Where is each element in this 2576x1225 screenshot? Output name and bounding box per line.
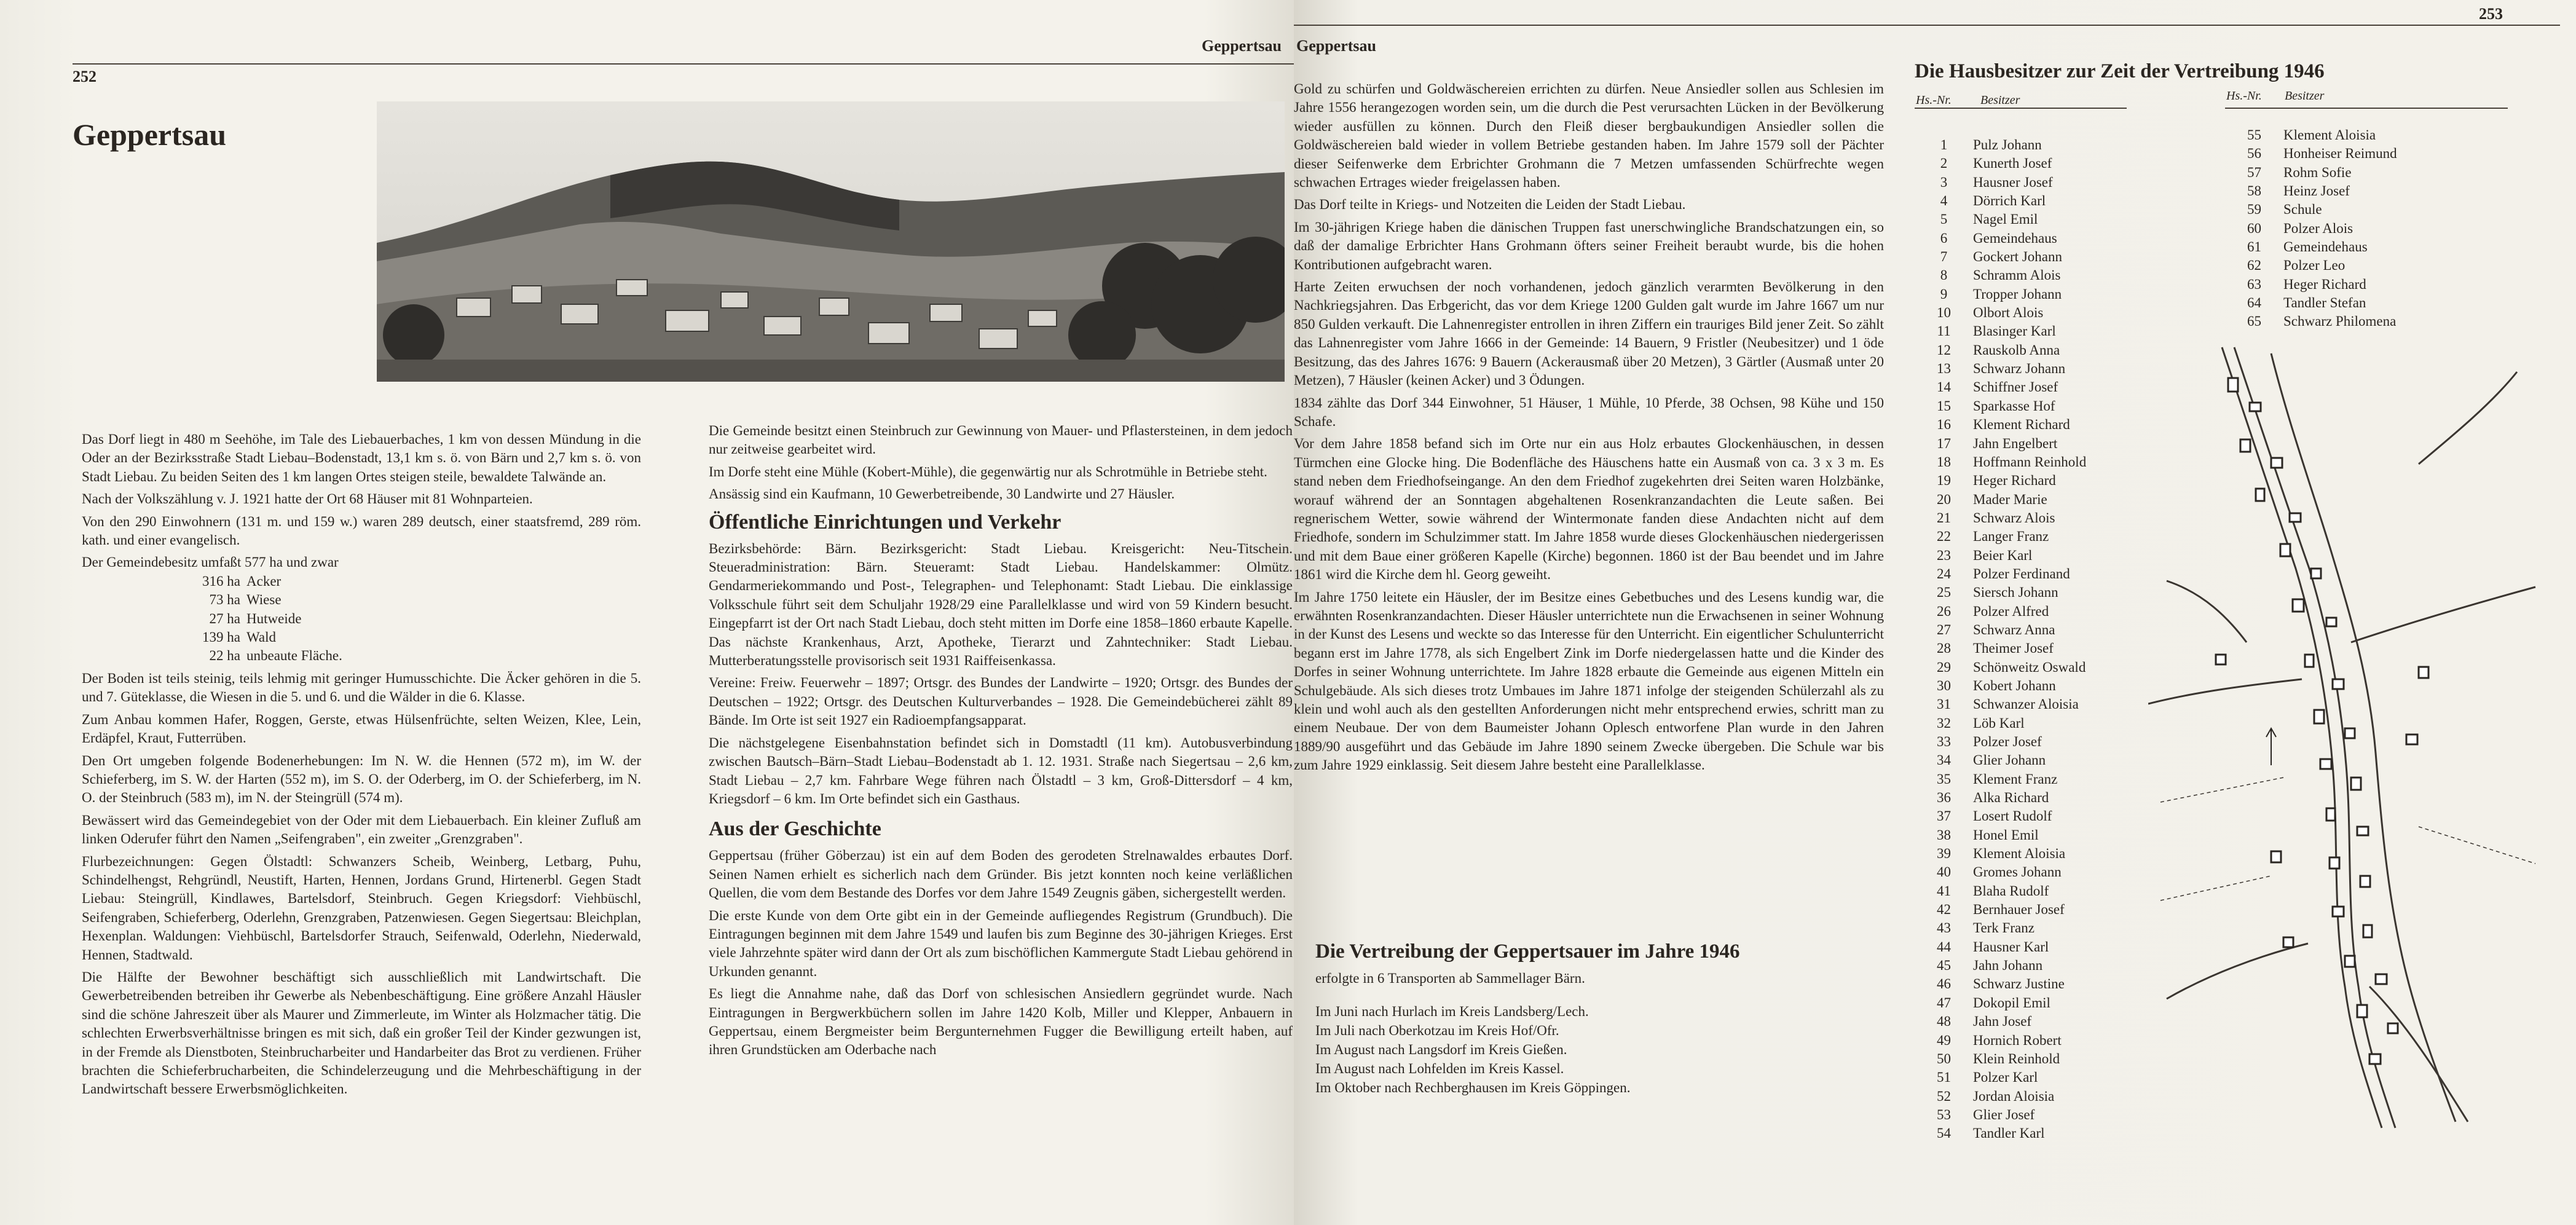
house-number: 5 bbox=[1940, 211, 1948, 227]
house-number: 64 bbox=[2247, 295, 2261, 311]
owner-row bbox=[2225, 239, 2397, 258]
right-column-1 bbox=[1294, 80, 1884, 779]
house-number: 6 bbox=[1940, 230, 1948, 246]
owner-row bbox=[1915, 771, 2086, 790]
transport-list bbox=[1315, 1002, 1881, 1097]
owner-row bbox=[1915, 566, 2086, 585]
paragraph: Der Boden ist teils steinig, teils lehmig mit geringer Humusschichte. Die Äcker gehören in die 5. und 7. Güteklasse, die Wiesen in die 5. und 6. und die Wälder in die 6. Klasse. bbox=[82, 670, 641, 705]
owner-name: Schwarz Anna bbox=[1973, 621, 2055, 637]
owner-row bbox=[1915, 864, 2086, 883]
owner-name: Theimer Josef bbox=[1973, 640, 2054, 656]
owner-row bbox=[1915, 492, 2086, 510]
house-number: 8 bbox=[1940, 267, 1948, 283]
owner-row bbox=[1915, 604, 2086, 622]
house-number: 28 bbox=[1937, 640, 1951, 656]
owner-row bbox=[1915, 902, 2086, 920]
owner-row bbox=[1915, 1033, 2086, 1051]
owner-name: Jordan Aloisia bbox=[1973, 1088, 2055, 1104]
house-number: 55 bbox=[2247, 127, 2261, 143]
owner-row bbox=[1915, 1089, 2086, 1107]
owner-name: Glier Johann bbox=[1973, 752, 2046, 768]
owner-row bbox=[1915, 342, 2086, 361]
owner-name: Blasinger Karl bbox=[1973, 323, 2056, 339]
paragraph: Im 30-jährigen Kriege haben die dänischen Truppen fast unerschwingliche Brandschatzungen ein, so daß der damalige Erbrichter Hans Grohmann öfters seiner Freiheit beraubt wurde, bis die hohen Kontributionen aufgebracht waren. bbox=[1294, 219, 1884, 272]
owner-row bbox=[1915, 379, 2086, 398]
owner-name: Tandler Karl bbox=[1973, 1125, 2045, 1141]
owner-name: Rauskolb Anna bbox=[1973, 342, 2060, 358]
expulsion-intro: erfolgte in 6 Transporten ab Sammellager Bärn. bbox=[1315, 971, 1585, 986]
page-number-right: 253 bbox=[2479, 5, 2503, 23]
owners-rule-2 bbox=[2225, 108, 2508, 109]
owners-header-owner-2: Besitzer bbox=[2285, 89, 2325, 103]
house-number: 30 bbox=[1937, 677, 1951, 693]
paragraph: 1834 zählte das Dorf 344 Einwohner, 51 Häuser, 1 Mühle, 10 Pferde, 38 Ochsen, 98 Kühe und 150 Schafe. bbox=[1294, 395, 1884, 429]
house-number: 54 bbox=[1937, 1125, 1951, 1141]
house-number: 12 bbox=[1937, 342, 1951, 358]
owner-name: Schule bbox=[2283, 202, 2322, 218]
owner-row bbox=[1915, 286, 2086, 305]
owner-name: Jahn Engelbert bbox=[1973, 435, 2058, 451]
owner-name: Klein Reinhold bbox=[1973, 1050, 2060, 1066]
paragraph: Geppertsau (früher Göberzau) ist ein auf dem Boden des gerodeten Strelnawaldes erbautes Dorf. Seinen Namen erhielt es sicherlich nach dem Gründer. Bis jetzt konnten noch keine verläßlichen Quellen, die vom dem Bestande des Dorfes vor dem Jahre 1549 Zeugnis gäben, sichergestellt werden. bbox=[709, 848, 1293, 901]
house-number: 24 bbox=[1937, 565, 1951, 581]
owner-row bbox=[2225, 165, 2397, 183]
owner-name: Heger Richard bbox=[2283, 276, 2366, 292]
house-number: 22 bbox=[1937, 529, 1951, 545]
house-number: 53 bbox=[1937, 1106, 1951, 1122]
village-map bbox=[2148, 335, 2542, 1140]
owner-name: Beier Karl bbox=[1973, 547, 2033, 563]
house-number: 60 bbox=[2247, 220, 2261, 236]
house-number: 48 bbox=[1937, 1014, 1951, 1030]
house-number: 33 bbox=[1937, 734, 1951, 749]
owner-name: Gromes Johann bbox=[1973, 864, 2062, 880]
owner-name: Olbort Alois bbox=[1973, 305, 2044, 321]
house-number: 52 bbox=[1937, 1088, 1951, 1104]
house-number: 26 bbox=[1937, 603, 1951, 619]
house-number: 21 bbox=[1937, 510, 1951, 526]
owner-name: Schönweitz Oswald bbox=[1973, 659, 2086, 675]
list-item: Im Oktober nach Rechberghausen im Kreis Göppingen. bbox=[1315, 1080, 1631, 1095]
owner-name: Losert Rudolf bbox=[1973, 808, 2052, 824]
owner-row bbox=[1915, 361, 2086, 379]
owner-row bbox=[1915, 958, 2086, 976]
owner-row bbox=[1915, 660, 2086, 678]
running-head-right: Geppertsau bbox=[1296, 37, 1376, 55]
left-column-2 bbox=[709, 422, 1293, 1063]
owner-name: Polzer Alois bbox=[2283, 220, 2353, 236]
owner-row bbox=[2225, 221, 2397, 239]
owner-name: Polzer Ferdinand bbox=[1973, 565, 2070, 581]
owner-row bbox=[1915, 752, 2086, 771]
house-number: 56 bbox=[2247, 146, 2261, 162]
owners-title: Die Hausbesitzer zur Zeit der Vertreibung 1946 bbox=[1915, 60, 2325, 82]
owner-row bbox=[2225, 127, 2397, 146]
house-number: 9 bbox=[1940, 286, 1948, 302]
house-number: 41 bbox=[1937, 883, 1951, 899]
owner-name: Schwarz Philomena bbox=[2283, 313, 2397, 329]
owners-table-body bbox=[2225, 127, 2397, 333]
paragraph: Den Ort umgeben folgende Bodenerhebungen: Im N. W. die Hennen (572 m), im W. der Schieferberg, im S. W. der Harten (552 m), im S. O. der Oderberg, im O. der Schieferberg, im N. O. der Steinbruch (583 m), im N. der Steingrüll (574 m). bbox=[82, 752, 641, 806]
owner-row bbox=[1915, 1069, 2086, 1088]
owner-name: Hausner Karl bbox=[1973, 939, 2049, 955]
land-use-row: 27 ha Hutweide bbox=[209, 610, 302, 626]
owner-name: Gockert Johann bbox=[1973, 249, 2062, 265]
owner-name: Schwarz Justine bbox=[1973, 976, 2065, 992]
page-number-left: 252 bbox=[73, 68, 97, 85]
heading-history: Aus der Geschichte bbox=[709, 817, 881, 841]
owner-name: Blaha Rudolf bbox=[1973, 883, 2049, 899]
house-number: 62 bbox=[2247, 258, 2261, 274]
owner-row bbox=[2225, 183, 2397, 202]
owner-row bbox=[1915, 1014, 2086, 1032]
land-use-row: 73 ha Wiese bbox=[209, 592, 282, 608]
owner-name: Klement Franz bbox=[1973, 771, 2058, 787]
paragraph: Die nächstgelegene Eisenbahnstation befindet sich in Domstadtl (11 km). Autobusverbindung zwischen Bautsch–Bärn–Stadt Liebau–Bodenstadt ab 1. 12. 1931. Straße nach Siegertsau – 2,6 km, Stadt Liebau – 2,7 km. Fahrbare Wege führen nach Ölstadtl – 3 km, Groß-Dittersdorf – 4 km, Kriegsdorf – 6 km. Im Orte befindet sich ein Gasthaus. bbox=[709, 735, 1293, 806]
page-title: Geppertsau bbox=[73, 117, 226, 152]
paragraph: Gold zu schürfen und Goldwäschereien errichten zu dürfen. Neue Ansiedler sollen aus Schlesien im Jahre 1556 herangezogen worden sein, um die durch die Pest verursachten Lücken in der Bevölkerung wieder ausfüllen zu können. Durch den Fleiß dieser bergbaukundigen Ansiedler sollen die Goldwäschereien bald wieder in vollem Betriebe gestanden haben. Im Jahre 1579 soll der Pächter dieser Seifenwerke dem Erbrichter Grohmann die 7 Metzen umfassenden Schürfrechte wegen schwachen Ertrages wieder freigelassen haben. bbox=[1294, 81, 1884, 191]
paragraph: Bewässert wird das Gemeindegebiet von der Oder mit dem Liebauerbach. Ein kleiner Zufluß am linken Oderufer führt den Namen „Seifengraben", ein zweiter „Grenzgraben". bbox=[82, 812, 641, 847]
house-number: 16 bbox=[1937, 417, 1951, 433]
house-number: 65 bbox=[2247, 313, 2261, 329]
paragraph: Bezirksbehörde: Bärn. Bezirksgericht: Stadt Liebau. Kreisgericht: Neu-Titschein. Steueradministration: Bärn. Steueramt: Stadt Liebau. Handelskammer: Olmütz. Gendarmeriekommando und Post-, Telegraphen- und Telephonamt: Stadt Liebau. Die einklassige Volksschule führt seit dem Schuljahr 1928/29 eine Parallelklasse und wird von 59 Kindern besucht. Eingepfarrt ist der Ort nach Stadt Liebau, doch steht mitten im Dorfe eine 1858–1860 erbaute Kapelle. Das nächste Krankenhaus, Arzt, Apotheke, Tierarzt und Zahntechniker: Stadt Liebau. Mutterberatungsstelle provisorisch seit 1931 Raiffeisenkassa. bbox=[709, 540, 1293, 669]
house-number: 63 bbox=[2247, 276, 2261, 292]
house-number: 10 bbox=[1937, 305, 1951, 321]
owner-row bbox=[1915, 715, 2086, 734]
owner-name: Jahn Johann bbox=[1973, 958, 2043, 974]
house-number: 51 bbox=[1937, 1069, 1951, 1085]
owner-row bbox=[1915, 473, 2086, 491]
house-number: 2 bbox=[1940, 156, 1948, 171]
owner-row bbox=[1915, 267, 2086, 286]
owner-row bbox=[1915, 548, 2086, 566]
owner-row bbox=[2225, 258, 2397, 276]
list-item: Im Juli nach Oberkotzau im Kreis Hof/Ofr. bbox=[1315, 1023, 1559, 1038]
owner-row bbox=[1915, 622, 2086, 640]
owner-name: Heinz Josef bbox=[2283, 183, 2350, 199]
owner-name: Klement Richard bbox=[1973, 417, 2070, 433]
owner-row bbox=[2225, 277, 2397, 295]
house-number: 14 bbox=[1937, 379, 1951, 395]
owner-row bbox=[1915, 211, 2086, 230]
house-number: 3 bbox=[1940, 174, 1948, 190]
house-number: 43 bbox=[1937, 920, 1951, 936]
owner-name: Schramm Alois bbox=[1973, 267, 2061, 283]
house-number: 18 bbox=[1937, 454, 1951, 470]
land-use-row: 139 ha Wald bbox=[202, 629, 276, 645]
house-number: 13 bbox=[1937, 361, 1951, 377]
list-item: Im August nach Lohfelden im Kreis Kassel. bbox=[1315, 1061, 1564, 1076]
header-rule-right bbox=[1294, 25, 2560, 26]
house-number: 34 bbox=[1937, 752, 1951, 768]
paragraph: Zum Anbau kommen Hafer, Roggen, Gerste, etwas Hülsenfrüchte, selten Weizen, Klee, Lein, Erdäpfel, Kraut, Futterrüben. bbox=[82, 711, 641, 746]
owner-name: Honheiser Reimund bbox=[2283, 146, 2397, 162]
house-number: 40 bbox=[1937, 864, 1951, 880]
owners-table-1 bbox=[1915, 137, 2086, 1144]
house-number: 11 bbox=[1937, 323, 1951, 339]
owner-name: Jahn Josef bbox=[1973, 1014, 2032, 1030]
house-number: 19 bbox=[1937, 473, 1951, 489]
owner-row bbox=[1915, 417, 2086, 435]
house-number: 38 bbox=[1937, 827, 1951, 843]
house-number: 39 bbox=[1937, 846, 1951, 862]
house-number: 36 bbox=[1937, 790, 1951, 806]
owner-name: Langer Franz bbox=[1973, 529, 2049, 545]
paragraph: Der Gemeindebesitz umfaßt 577 ha und zwar bbox=[82, 554, 339, 570]
paragraph: Von den 290 Einwohnern (131 m. und 159 w.) waren 289 deutsch, einer staatsfremd, 289 röm. kath. und einer evangelisch. bbox=[82, 513, 641, 548]
house-number: 29 bbox=[1937, 659, 1951, 675]
house-number: 57 bbox=[2247, 164, 2261, 180]
paragraph: Die Gemeinde besitzt einen Steinbruch zur Gewinnung von Mauer- und Pflastersteinen, in dem jedoch nur zeitweise gearbeitet wird. bbox=[709, 423, 1293, 457]
owner-row bbox=[1915, 249, 2086, 267]
owner-row bbox=[1915, 883, 2086, 902]
owner-name: Glier Josef bbox=[1973, 1106, 2035, 1122]
owner-name: Pulz Johann bbox=[1973, 137, 2042, 152]
owner-name: Klement Aloisia bbox=[1973, 846, 2066, 862]
expulsion-title: Die Vertreibung der Geppertsauer im Jahre 1946 bbox=[1315, 940, 1740, 963]
owner-row bbox=[1915, 323, 2086, 342]
house-number: 46 bbox=[1937, 976, 1951, 992]
house-number: 61 bbox=[2247, 239, 2261, 255]
owners-header-owner-1: Besitzer bbox=[1980, 93, 2020, 107]
heading-public-facilities: Öffentliche Einrichtungen und Verkehr bbox=[709, 510, 1062, 534]
paragraph: Ansässig sind ein Kaufmann, 10 Gewerbetreibende, 30 Landwirte und 27 Häusler. bbox=[709, 486, 1175, 502]
owner-name: Schwarz Johann bbox=[1973, 361, 2066, 377]
owner-name: Polzer Alfred bbox=[1973, 603, 2049, 619]
map-drawing bbox=[2148, 335, 2542, 1140]
paragraph: Es liegt die Annahme nahe, daß das Dorf von schlesischen Ansiedlern gegründet wurde. Nach Eintragungen in Bergwerkbüchern sollen im Jahre 1420 Kolb, Miller und Klepper, Anbauern in Geppertsau, einem Bergmeister beim Bergunternehmen Fugger die Bewilligung erteilt haben, auf ihren Grundstücken am Oderbache nach bbox=[709, 986, 1293, 1058]
owner-row bbox=[1915, 846, 2086, 864]
house-number: 49 bbox=[1937, 1032, 1951, 1048]
house-number: 59 bbox=[2247, 202, 2261, 218]
house-number: 42 bbox=[1937, 902, 1951, 918]
house-number: 32 bbox=[1937, 715, 1951, 731]
owner-name: Hoffmann Reinhold bbox=[1973, 454, 2087, 470]
owner-row bbox=[1915, 585, 2086, 603]
owner-name: Polzer Josef bbox=[1973, 734, 2042, 749]
right-page bbox=[1294, 0, 2576, 1225]
owner-name: Dörrich Karl bbox=[1973, 193, 2046, 209]
owner-row bbox=[1915, 827, 2086, 846]
owner-name: Gemeindehaus bbox=[1973, 230, 2057, 246]
house-number: 15 bbox=[1937, 398, 1951, 414]
owner-row bbox=[1915, 436, 2086, 454]
owner-row bbox=[1915, 939, 2086, 958]
house-number: 4 bbox=[1940, 193, 1948, 209]
owner-name: Mader Marie bbox=[1973, 491, 2047, 507]
house-number: 50 bbox=[1937, 1050, 1951, 1066]
owner-row bbox=[1915, 137, 2086, 156]
house-number: 47 bbox=[1937, 995, 1951, 1010]
paragraph: Vereine: Freiw. Feuerwehr – 1897; Ortsgr. des Bundes der Landwirte – 1920; Ortsgr. des Bundes der Deutschen – 1922; Ortsgr. des Deutschen Kulturverbandes – 1928. Die Gemeindebücherei zählt 89 Bände. Im Orte ist seit 1927 ein Radioempfangsapparat. bbox=[709, 675, 1293, 728]
owner-row bbox=[1915, 529, 2086, 547]
owner-name: Schiffner Josef bbox=[1973, 379, 2058, 395]
owner-row bbox=[1915, 156, 2086, 174]
owner-row bbox=[2225, 313, 2397, 332]
running-head-left: Geppertsau bbox=[1202, 37, 1282, 55]
owner-name: Rohm Sofie bbox=[2283, 164, 2352, 180]
owner-row bbox=[1915, 640, 2086, 659]
list-item: Im August nach Langsdorf im Kreis Gießen. bbox=[1315, 1042, 1567, 1057]
paragraph: Harte Zeiten erwuchsen der noch vorhandenen, jedoch gänzlich verarmten Bevölkerung in den Nachkriegsjahren. Das Erbgericht, das vor dem Kriege 1200 Gulden galt wurde im Jahre 1667 um nur 850 Gulden verkauft. Die Lahnenregister entrollen in ihren Ziffern ein trauriges Bild jener Zeit. So zählt das Lahnenregister vom Jahre 1666 in der Gemeinde: 14 Bauern, 9 Fristler (Neubesitzer) und 1 öde Besitzung, das des Jahres 1676: 9 Bauern (Ackerausmaß über 20 Metzen), 3 Gärtler (Ausmaß unter 20 Metzen), 7 Häusler (keinen Acker) und 3 Ödungen. bbox=[1294, 279, 1884, 388]
paragraph: Im Jahre 1750 leitete ein Häusler, der im Besitze eines Gebetbuches und des Lesens kundig war, die erwähnten Rosenkranzandachten. Dieser Häusler unterrichtete nun die Erwachsenen in seiner Wohnung in der Kunst des Lesens und weckte so das Interesse für den Unterricht. Ein eigentlicher Schulunterricht begann erst im Jahre 1778, als sich Engelbert Zink im Dorfe niedergelassen hatte und die Kinder des Dorfes in seiner Wohnung unterrichtete. Im Jahre 1828 erbaute die Gemeinde aus eigenen Mitteln ein Schulgebäude. Als sich dieses trotz Umbaues im Jahre 1871 infolge der steigenden Schülerzahl als zu klein und wohl auch als den gestellten Anforderungen nicht mehr entsprechend erwies, schritt man zu einem Neubaue. Der von dem Baumeister Johann Oplesch entworfene Plan wurde in den Jahren 1889/90 ausgeführt und das Gebäude im Jahre 1890 seinem Zwecke übergeben. Die Schule war bis zum Jahre 1929 einklassig. Seit diesem Jahre besteht eine Parallelklasse. bbox=[1294, 589, 1884, 773]
owner-name: Hornich Robert bbox=[1973, 1032, 2062, 1048]
owner-row bbox=[2225, 146, 2397, 164]
owner-row bbox=[1915, 193, 2086, 211]
owner-name: Bernhauer Josef bbox=[1973, 902, 2065, 918]
land-use-row: 22 ha unbeaute Fläche. bbox=[209, 648, 342, 664]
paragraph: Das Dorf liegt in 480 m Seehöhe, im Tale des Liebauerbaches, 1 km von dessen Mündung in die Oder an der Bezirksstraße Stadt Liebau–Bodenstadt, 13,1 km s. ö. von Bärn und 2,7 km s. ö. von Stadt Liebau. Zu beiden Seiten des 1 km langen Ortes steigen steile, bewaldete Talwände an. bbox=[82, 431, 641, 484]
header-rule-left bbox=[73, 63, 1302, 65]
owner-name: Alka Richard bbox=[1973, 790, 2049, 806]
owner-name: Honel Emil bbox=[1973, 827, 2039, 843]
owner-name: Schwanzer Aloisia bbox=[1973, 696, 2079, 712]
owner-name: Tropper Johann bbox=[1973, 286, 2062, 302]
owner-row bbox=[1915, 454, 2086, 473]
paragraph: Nach der Volkszählung v. J. 1921 hatte der Ort 68 Häuser mit 81 Wohnparteien. bbox=[82, 491, 533, 507]
owners-rule-1 bbox=[1915, 108, 2127, 109]
house-number: 27 bbox=[1937, 621, 1951, 637]
owner-row bbox=[1915, 1107, 2086, 1125]
owners-header-nr-1: Hs.-Nr. bbox=[1916, 93, 1952, 107]
owner-row bbox=[1915, 398, 2086, 417]
owner-name: Kobert Johann bbox=[1973, 677, 2056, 693]
house-number: 1 bbox=[1940, 137, 1948, 152]
owner-row bbox=[2225, 202, 2397, 220]
house-number: 25 bbox=[1937, 585, 1951, 601]
owner-row bbox=[1915, 995, 2086, 1014]
paragraph: Die Hälfte der Bewohner beschäftigt sich ausschließlich mit Landwirtschaft. Die Gewerbetreibenden betreiben ihr Gewerbe als Nebenbeschäftigung. Eine größere Anzahl Häusler sind die schöne Jahreszeit über als Maurer und Zimmerleute, im Winter als Holzmacher tätig. Die schlechten Erwerbsverhältnisse bringen es mit sich, daß ein großer Teil der Kinder gezwungen ist, in der Fremde als Dienstboten, Steinbrucharbeiter und Handarbeiter das Brot zu verdienen. Früher brachten die Schieferbrucharbeiten, die Schindelerzeugung und die Mehrbeschäftigung in der Landwirtschaft bessere Erwerbsmöglichkeiten. bbox=[82, 969, 641, 1097]
owner-name: Siersch Johann bbox=[1973, 585, 2058, 601]
owner-row bbox=[1915, 790, 2086, 808]
paragraph: Die erste Kunde von dem Orte gibt ein in der Gemeinde aufliegendes Registrum (Grundbuch). Die Eintragungen beginnen mit dem Jahre 1549 und laufen bis zum Beginne des 30-jährigen Krieges. Erst viele Jahrzehnte später wird dann der Ort als zum bischöflichen Kammergute Stadt Liebau gehörend in Urkunden genannt. bbox=[709, 907, 1293, 979]
list-item: Im Juni nach Hurlach im Kreis Landsberg/Lech. bbox=[1315, 1004, 1589, 1019]
owner-row bbox=[1915, 734, 2086, 752]
village-photo bbox=[377, 101, 1285, 382]
owner-name: Dokopil Emil bbox=[1973, 995, 2050, 1010]
land-use-row: 316 ha Acker bbox=[202, 573, 282, 589]
owner-name: Löb Karl bbox=[1973, 715, 2025, 731]
expulsion-section bbox=[1315, 940, 1881, 1098]
owner-row bbox=[1915, 510, 2086, 529]
owner-row bbox=[1915, 976, 2086, 995]
owner-row bbox=[1915, 305, 2086, 323]
owner-name: Klement Aloisia bbox=[2283, 127, 2376, 143]
owner-name: Tandler Stefan bbox=[2283, 295, 2366, 311]
house-number: 7 bbox=[1940, 249, 1948, 265]
house-number: 58 bbox=[2247, 183, 2261, 199]
owner-row bbox=[1915, 920, 2086, 939]
owner-row bbox=[1915, 1125, 2086, 1144]
owner-row bbox=[1915, 175, 2086, 193]
owner-name: Sparkasse Hof bbox=[1973, 398, 2055, 414]
owner-name: Heger Richard bbox=[1973, 473, 2056, 489]
owner-name: Schwarz Alois bbox=[1973, 510, 2055, 526]
owner-row bbox=[1915, 808, 2086, 827]
left-column-1 bbox=[82, 430, 641, 1103]
owners-header-nr-2: Hs.-Nr. bbox=[2226, 89, 2262, 103]
paragraph: Das Dorf teilte in Kriegs- und Notzeiten die Leiden der Stadt Liebau. bbox=[1294, 197, 1686, 213]
house-number: 20 bbox=[1937, 491, 1951, 507]
owner-row bbox=[1915, 678, 2086, 696]
owner-name: Hausner Josef bbox=[1973, 174, 2053, 190]
owner-row bbox=[1915, 230, 2086, 249]
owner-name: Polzer Karl bbox=[1973, 1069, 2038, 1085]
owner-row bbox=[1915, 696, 2086, 715]
owners-table-body bbox=[1915, 137, 2086, 1144]
house-number: 45 bbox=[1937, 958, 1951, 974]
owner-name: Polzer Leo bbox=[2283, 258, 2346, 274]
owner-name: Terk Franz bbox=[1973, 920, 2034, 936]
land-use-list bbox=[82, 572, 641, 666]
house-number: 31 bbox=[1937, 696, 1951, 712]
house-number: 35 bbox=[1937, 771, 1951, 787]
house-number: 17 bbox=[1937, 435, 1951, 451]
paragraph: Im Dorfe steht eine Mühle (Kobert-Mühle), die gegenwärtig nur als Schrotmühle in Betriebe steht. bbox=[709, 463, 1267, 479]
owner-name: Nagel Emil bbox=[1973, 211, 2038, 227]
owner-name: Gemeindehaus bbox=[2283, 239, 2368, 255]
owners-table-2 bbox=[2225, 127, 2397, 333]
owner-row bbox=[2225, 295, 2397, 313]
paragraph: Flurbezeichnungen: Gegen Ölstadtl: Schwanzers Scheib, Weinberg, Letbarg, Puhu, Schindelhengst, Rehgründl, Neustift, Harten, Hennen, Jordans Grund, Hirtenerbl. Gegen Stadt Liebau: Steingrüll, Kindlawes, Bartelsdorf, Steinbruch. Gegen Kriegsdorf: Viehbüschl, Seifengraben, Schieferberg, Oderlehn, Grenzgraben, Patzenwiesen. Gegen Siegertsau: Bleichplan, Hexenplan. Waldungen: Viehbüschl, Bartelsdorfer Strauch, Seifenwald, Oderlehn, Niederwald, Hennen, Stadtwald. bbox=[82, 853, 641, 963]
paragraph: Vor dem Jahre 1858 befand sich im Orte nur ein aus Holz erbautes Glockenhäuschen, in dessen Türmchen eine Glocke hing. Die Bodenfläche des Häuschens hatte ein Ausmaß von ca. 3 x 3 m. Es stand neben dem Friedhofseingange. An den dem Friedhof zugekehrten drei Seiten waren Holzbänke, worauf während der an Sonntagen abgehaltenen Rosenkranzandachten die Leute saßen. Bei regnerischem Wetter, sowie während der Wintermonate fanden diese Andachten nicht auf dem Friedhofe, sondern im Schulzimmer statt. Im Jahre 1858 wurde dieses Glockenhäuschen niedergerissen und mit dem Baue einer größeren Kapelle (Kirche) begonnen. 1860 ist der Bau beendet und im Jahre 1861 wird die Kirche dem hl. Georg geweiht. bbox=[1294, 436, 1884, 583]
house-number: 37 bbox=[1937, 808, 1951, 824]
house-number: 23 bbox=[1937, 547, 1951, 563]
owner-row bbox=[1915, 1051, 2086, 1069]
owner-name: Kunerth Josef bbox=[1973, 156, 2052, 171]
house-number: 44 bbox=[1937, 939, 1951, 955]
